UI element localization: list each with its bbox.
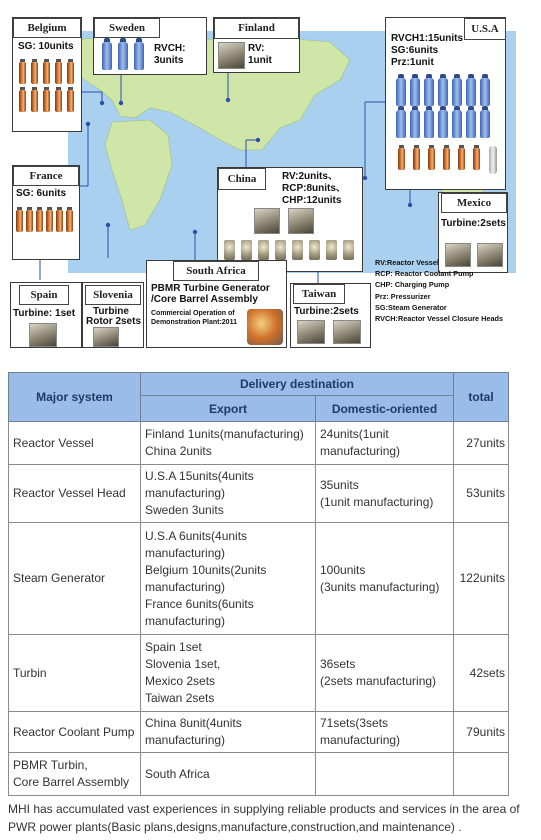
cell-text: 36sets bbox=[320, 657, 356, 671]
legend-item: RCP: Reactor Coolant Pump bbox=[375, 269, 474, 279]
cell-total: 27units bbox=[454, 422, 509, 465]
legend-item: Prz: Pressurizer bbox=[375, 291, 431, 301]
box-south-africa bbox=[146, 260, 287, 348]
header-domestic: Domestic-oriented bbox=[316, 396, 454, 422]
table-row bbox=[9, 422, 509, 465]
cell-text: 24units(1unit bbox=[320, 427, 389, 441]
box-spain-text: Turbine: 1set bbox=[13, 308, 76, 319]
cell-export bbox=[141, 635, 316, 712]
cell-text: manufacturing) bbox=[145, 613, 226, 628]
cell-text: Belgium 10units(2units bbox=[145, 562, 267, 577]
delivery-map bbox=[0, 0, 541, 350]
box-belgium-text: SG: 10units bbox=[18, 41, 74, 52]
cell-domestic bbox=[316, 523, 454, 635]
box-belgium bbox=[12, 17, 82, 132]
box-usa-title: U.S.A bbox=[464, 18, 506, 40]
cell-text: France 6units(6units bbox=[145, 596, 254, 611]
table-row bbox=[9, 712, 509, 753]
box-spain bbox=[10, 282, 82, 348]
box-slovenia-text-1: Turbine bbox=[93, 306, 129, 317]
header-major-system: Major system bbox=[9, 373, 141, 422]
table-row bbox=[9, 635, 509, 712]
cell-text: China 2units bbox=[145, 444, 212, 458]
cell-text: manufacturing) bbox=[320, 733, 401, 747]
box-china-title: China bbox=[218, 168, 266, 190]
cell-domestic bbox=[316, 422, 454, 465]
box-france-text: SG: 6units bbox=[16, 188, 67, 199]
cell-text: Finland 1units(manufacturing) bbox=[145, 427, 304, 441]
box-finland bbox=[213, 17, 300, 73]
cell-total: 53units bbox=[454, 465, 509, 523]
box-mexico-text: Turbine:2sets bbox=[441, 218, 506, 229]
table-row bbox=[9, 523, 509, 635]
box-mexico-title: Mexico bbox=[441, 193, 507, 213]
cell-export bbox=[141, 523, 316, 635]
cell-text: Core Barrel Assembly bbox=[13, 775, 130, 789]
cell-text: Sweden 3units bbox=[145, 503, 224, 517]
cell-text: Reactor Vessel Head bbox=[13, 486, 126, 500]
reactor-vessel-photo bbox=[218, 42, 245, 69]
box-south-africa-title: South Africa bbox=[173, 261, 259, 281]
legend-item: CHP: Charging Pump bbox=[375, 280, 450, 290]
box-belgium-title: Belgium bbox=[13, 18, 81, 38]
box-china bbox=[217, 167, 363, 272]
cell-export bbox=[141, 465, 316, 523]
cell-system bbox=[9, 712, 141, 753]
cell-text: Spain 1set bbox=[145, 640, 202, 654]
cell-text: (1unit manufacturing) bbox=[320, 494, 434, 509]
turbine-photo bbox=[297, 320, 325, 344]
cell-system bbox=[9, 635, 141, 712]
cell-text: Turbin bbox=[13, 665, 47, 680]
cell-text: South Africa bbox=[145, 766, 210, 781]
box-usa bbox=[385, 17, 506, 190]
cell-export bbox=[141, 422, 316, 465]
cell-total: 79units bbox=[454, 712, 509, 753]
cell-domestic bbox=[316, 465, 454, 523]
pressurizer-icon bbox=[489, 146, 497, 174]
cell-text: Slovenia 1set, bbox=[145, 657, 221, 671]
cell-text: U.S.A 6units(4units bbox=[145, 528, 248, 543]
box-usa-text-1: RVCH1:15units bbox=[391, 33, 464, 44]
cell-total: 42sets bbox=[454, 635, 509, 712]
cell-text: Reactor Coolant Pump bbox=[13, 724, 135, 739]
box-taiwan-text: Turbine:2sets bbox=[294, 306, 359, 317]
legend-item: RVCH:Reactor Vessel Closure Heads bbox=[375, 314, 504, 324]
box-south-africa-text-1: PBMR Turbine Generator bbox=[151, 283, 270, 294]
cell-domestic bbox=[316, 712, 454, 753]
box-sweden-title: Sweden bbox=[94, 18, 160, 38]
cell-text: 100units bbox=[320, 562, 366, 577]
legend-item: SG:Steam Generator bbox=[375, 302, 447, 312]
cell-text: manufacturing) bbox=[145, 545, 226, 560]
abbreviation-legend bbox=[375, 257, 503, 324]
box-china-text-3: CHP:12units bbox=[282, 195, 342, 206]
delivery-table bbox=[8, 372, 509, 796]
footer-text bbox=[8, 800, 538, 836]
header-delivery-destination: Delivery destination bbox=[141, 373, 454, 396]
footer-line-1: MHI has accumulated vast experiences in supplying reliable products and services in the area of bbox=[8, 802, 520, 816]
box-taiwan bbox=[290, 283, 371, 348]
cell-system bbox=[9, 753, 141, 796]
header-export: Export bbox=[141, 396, 316, 422]
reactor-vessel-photo bbox=[288, 208, 314, 234]
cell-text: (2sets manufacturing) bbox=[320, 674, 437, 688]
cell-system bbox=[9, 523, 141, 635]
box-finland-text-2: 1unit bbox=[248, 55, 272, 66]
box-taiwan-title: Taiwan bbox=[293, 284, 345, 304]
box-sweden-text-1: RVCH: bbox=[154, 43, 186, 54]
cell-text: manufacturing) bbox=[145, 486, 226, 500]
cell-text: China 8unit(4units bbox=[145, 716, 242, 730]
cell-text: Steam Generator bbox=[13, 571, 106, 585]
box-south-africa-note-2: Demonstration Plant:2011 bbox=[151, 319, 237, 326]
cell-system bbox=[9, 422, 141, 465]
cell-domestic bbox=[316, 753, 454, 796]
cell-export bbox=[141, 712, 316, 753]
turbine-photo bbox=[93, 327, 119, 347]
box-china-text-1: RV:2units、 bbox=[282, 171, 338, 182]
box-usa-text-3: Prz:1unit bbox=[391, 57, 434, 68]
box-france-title: France bbox=[13, 166, 79, 186]
box-finland-title: Finland bbox=[214, 18, 299, 39]
cell-text: manufacturing) bbox=[145, 733, 226, 747]
pbmr-assembly-photo bbox=[247, 309, 283, 345]
cell-domestic bbox=[316, 635, 454, 712]
box-slovenia bbox=[82, 282, 144, 348]
cell-text: U.S.A 15units(4units bbox=[145, 469, 254, 483]
box-slovenia-title: Slovenia bbox=[85, 285, 141, 305]
box-finland-text-1: RV: bbox=[248, 43, 265, 54]
cell-text: 35units bbox=[320, 477, 359, 492]
box-usa-text-2: SG:6units bbox=[391, 45, 439, 56]
box-sweden-text-2: 3units bbox=[154, 55, 184, 66]
reactor-vessel-photo bbox=[254, 208, 280, 234]
cell-text: (3units manufacturing) bbox=[320, 579, 440, 594]
box-china-text-2: RCP:8units、 bbox=[282, 183, 346, 194]
cell-text: Mexico 2sets bbox=[145, 674, 216, 688]
cell-text: Reactor Vessel bbox=[13, 435, 94, 450]
box-sweden bbox=[93, 17, 207, 75]
table-row bbox=[9, 753, 509, 796]
cell-text: PBMR Turbin, bbox=[13, 758, 88, 772]
cell-text: 71sets(3sets bbox=[320, 716, 389, 730]
box-south-africa-note-1: Commercial Operation of bbox=[151, 310, 235, 317]
cell-total bbox=[454, 753, 509, 796]
cell-text: Taiwan 2sets bbox=[145, 691, 215, 705]
footer-line-2: PWR power plants(Basic plans,designs,manufacture,construction,and maintenance) . bbox=[8, 820, 462, 834]
turbine-photo bbox=[29, 323, 57, 347]
cell-system bbox=[9, 465, 141, 523]
box-france bbox=[12, 165, 80, 260]
cell-text: manufacturing) bbox=[145, 579, 226, 594]
cell-total: 122units bbox=[454, 523, 509, 635]
box-spain-title: Spain bbox=[19, 285, 69, 305]
turbine-photo bbox=[333, 320, 361, 344]
cell-text: manufacturing) bbox=[320, 444, 401, 458]
box-south-africa-text-2: /Core Barrel Assembly bbox=[151, 294, 258, 305]
header-total: total bbox=[454, 373, 509, 422]
cell-export bbox=[141, 753, 316, 796]
table-row bbox=[9, 465, 509, 523]
legend-item: RV:Reactor Vessel bbox=[375, 258, 439, 267]
box-slovenia-text-2: Rotor 2sets bbox=[86, 316, 142, 327]
